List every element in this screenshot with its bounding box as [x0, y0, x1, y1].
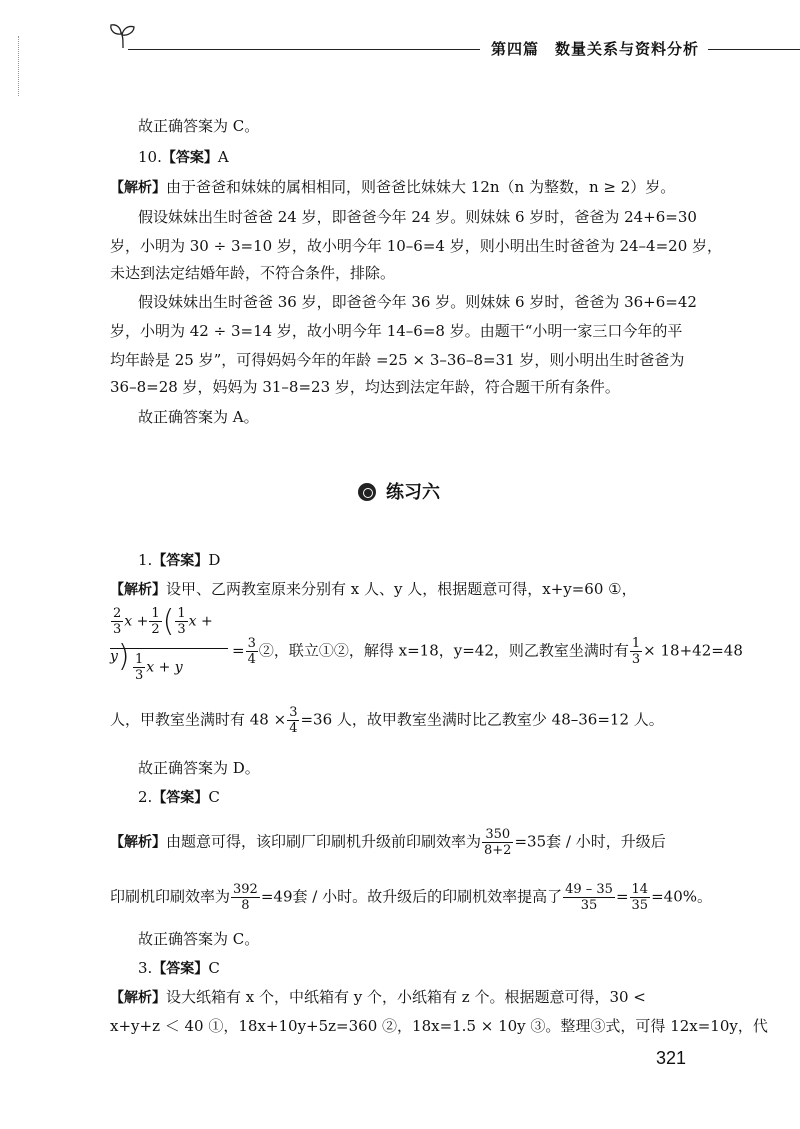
ex2-answer-label: 【答案】	[152, 790, 209, 806]
ex2-answer: C	[208, 788, 220, 806]
ex3-analysis-line: 【解析】设大纸箱有 x 个，中纸箱有 y 个，小纸箱有 z 个。根据题意可得，30 <	[110, 988, 646, 1006]
q10-answer-line	[138, 147, 229, 168]
q9-conclusion: 故正确答案为 C。	[138, 117, 260, 135]
page-number: 321	[656, 1048, 687, 1068]
q10-para2-line3: 未达到法定结婚年龄，不符合条件，排除。	[110, 264, 396, 282]
compound-fraction-bar	[110, 648, 228, 649]
ex1-answer-label: 【答案】	[152, 553, 209, 569]
header-rule-right	[708, 49, 800, 50]
sprout-icon	[108, 22, 138, 50]
page-header	[0, 0, 800, 80]
q10-analysis-label: 【解析】	[110, 180, 166, 196]
header-title: 第四篇 数量关系与资料分析	[490, 40, 699, 58]
ex1-line3: 人，甲教室坐满时有 48 × $\frac{3}{4}$ =36 人，故甲教室坐满时比乙教室少 48–36=12 人。	[110, 705, 664, 736]
ex1-number: 1.	[138, 551, 153, 569]
header-rule-left	[128, 49, 480, 50]
q10-para3-line4: 36–8=28 岁，妈妈为 31–8=23 岁，均达到法定年龄，符合题干所有条件。	[110, 378, 620, 396]
compound-numerator: $\frac{2}{3}$ x + $\frac{1}{2}$ ( $\frac{1}{3}$ x + y)	[110, 604, 213, 674]
ex1-analysis-label: 【解析】	[110, 582, 166, 598]
q10-para2-line1: 假设妹妹出生时爸爸 24 岁，即爸爸今年 24 岁。则妹妹 6 岁时，爸爸为 24+6=30	[138, 208, 697, 226]
q10-conclusion: 故正确答案为 A。	[138, 408, 259, 426]
q10-para3-line1: 假设妹妹出生时爸爸 36 岁，即爸爸今年 36 岁。则妹妹 6 岁时，爸爸为 36+6=42	[138, 293, 697, 311]
ex1-analysis-text: 设甲、乙两教室原来分别有 x 人、y 人，根据题意可得，x+y=60 ①，	[166, 580, 637, 598]
section-title: 练习六	[386, 482, 440, 503]
ex3-line2: x+y+z ＜ 40 ①，18x+10y+5z=360 ②，18x=1.5 × 10y ③。整理③式，可得 12x=10y，代	[110, 1017, 768, 1035]
ex3-answer: C	[208, 959, 220, 977]
ex3-number: 3.	[138, 959, 153, 977]
ex3-answer-label: 【答案】	[152, 961, 209, 977]
ex3-answer-line	[138, 958, 220, 979]
q10-analysis-text: 由于爸爸和妹妹的属相相同，则爸爸比妹妹大 12n（n 为整数，n ≥ 2）岁。	[166, 178, 676, 196]
q10-para2-line2: 岁，小明为 30 ÷ 3=10 岁，故小明今年 10–6=4 岁，则小明出生时爸爸为 24–4=20 岁，	[110, 237, 723, 255]
binding-dots	[18, 36, 23, 96]
ex2-number: 2.	[138, 788, 153, 806]
ex2-line2: 印刷机印刷效率为 $\frac{392}{8}$ =49套 / 小时。故升级后的印刷机效率提高了 $\frac{49 - 35}{35}$ = $\frac{14}{35}$ =40%。	[110, 882, 712, 913]
ex1-analysis-line	[110, 579, 637, 600]
ex1-conclusion: 故正确答案为 D。	[138, 759, 260, 777]
ex1-line2: = $\frac{3}{4}$ ②，联立①②，解得 x=18，y=42，则乙教室坐满时有 $\frac{1}{3}$ × 18+42=48	[232, 636, 743, 667]
q10-para3-line2: 岁，小明为 42 ÷ 3=14 岁，故小明今年 14–6=8 岁。由题干“小明一家三口今年的平	[110, 322, 683, 340]
ex1-answer-line	[138, 550, 220, 571]
ex2-analysis-line: 【解析】由题意可得，该印刷厂印刷机升级前印刷效率为 $\frac{350}{8+2}$ =35套 / 小时，升级后	[110, 827, 666, 858]
compound-denominator: $\frac{1}{3}$ x + y	[135, 652, 183, 683]
section-badge-icon	[358, 483, 376, 501]
q10-analysis-line	[110, 177, 675, 198]
ex1-compound-fraction	[110, 604, 228, 686]
q10-answer: A	[217, 148, 229, 166]
ex1-answer: D	[208, 551, 221, 569]
ex2-conclusion: 故正确答案为 C。	[138, 930, 260, 948]
section-heading	[358, 480, 440, 506]
q10-para3-line3: 均年龄是 25 岁”，可得妈妈今年的年龄 =25 × 3–36–8=31 岁，则小明出生时爸爸为	[110, 351, 685, 369]
q10-number: 10.	[138, 148, 162, 166]
ex2-answer-line	[138, 787, 220, 808]
q10-answer-label: 【答案】	[161, 150, 218, 166]
